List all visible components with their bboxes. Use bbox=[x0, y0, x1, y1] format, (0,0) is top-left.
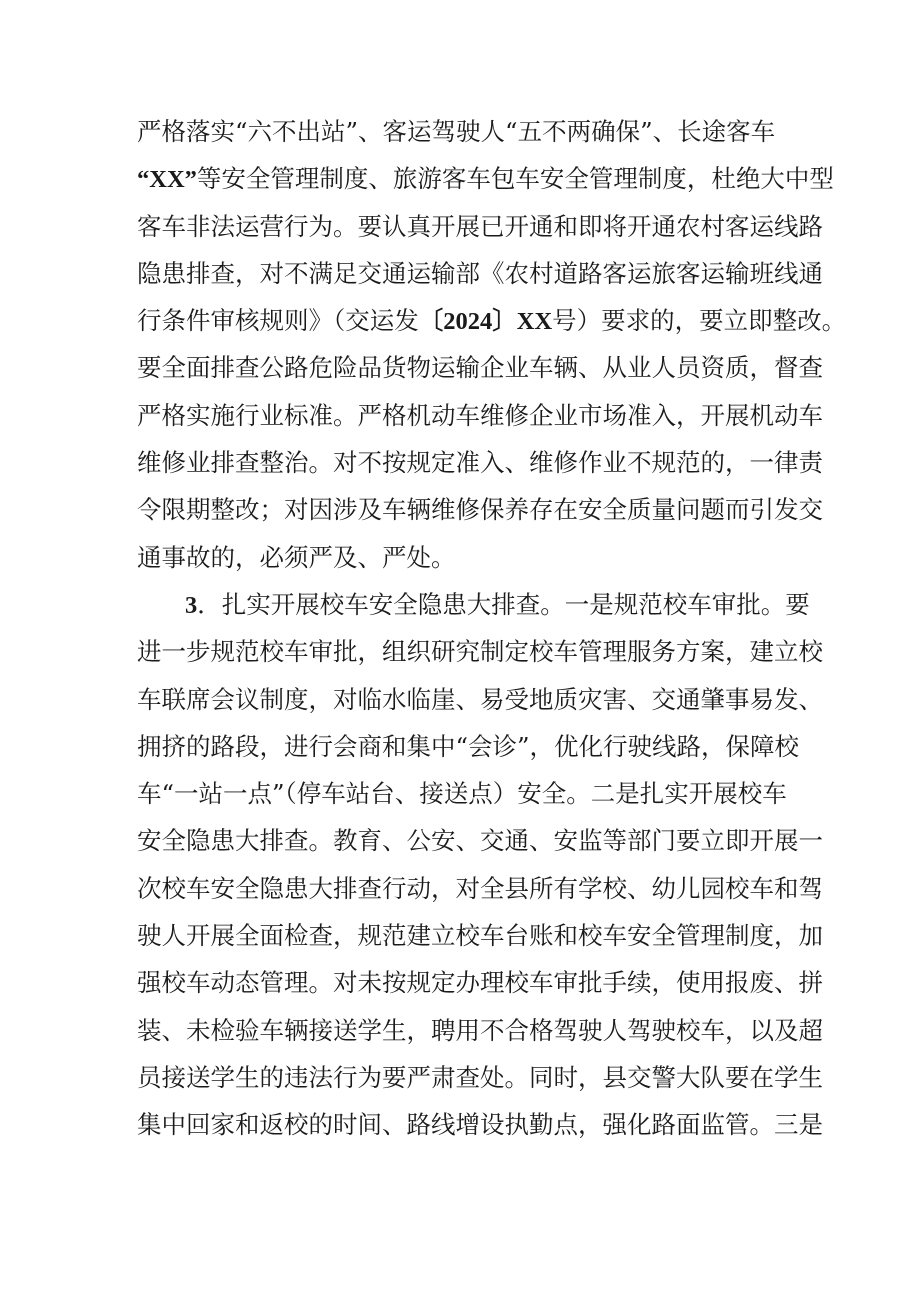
text-run: 集中回家和返校的时间、路线增设执勤点，强化路面监管。三是 bbox=[137, 1110, 823, 1140]
text-line bbox=[137, 865, 823, 912]
text-line bbox=[137, 817, 823, 864]
text-run: 维修业排查整治。对不按规定准入、维修作业不规范的，一律责 bbox=[137, 448, 823, 478]
text-line bbox=[137, 628, 823, 675]
bold-text-run: “XX” bbox=[137, 166, 197, 194]
text-run: 要全面排查公路危险品货物运输企业车辆、从业人员资质，督查 bbox=[137, 353, 823, 383]
text-line bbox=[137, 723, 800, 770]
paragraph-vehicle-safety bbox=[137, 108, 847, 581]
text-run: 客车非法运营行为。要认真开展已开通和即将开通农村客运线路 bbox=[137, 211, 823, 241]
text-line bbox=[137, 1007, 823, 1054]
text-line bbox=[137, 203, 823, 250]
text-run: 号）要求的，要立即整改。 bbox=[552, 306, 847, 336]
text-line bbox=[137, 297, 847, 344]
text-line bbox=[137, 250, 823, 297]
text-run: 严格落实“六不出站”、客运驾驶人“五不两确保”、长途客车 bbox=[137, 117, 776, 146]
bold-text-run: 3 bbox=[185, 591, 198, 619]
text-line bbox=[137, 155, 834, 202]
text-line bbox=[137, 392, 823, 439]
text-run: 驶人开展全面检查，规范建立校车台账和校车安全管理制度，加 bbox=[137, 921, 823, 951]
text-line bbox=[137, 959, 823, 1006]
text-run: 车“一站一点”（停车站台、接送点）安全。二是扎实开展校车 bbox=[137, 779, 787, 809]
document-body bbox=[137, 108, 847, 1149]
text-line bbox=[137, 486, 823, 533]
text-line bbox=[137, 108, 797, 155]
text-run: ．扎实开展校车安全隐患大排查。一是规范校车审批。要 bbox=[197, 589, 810, 619]
text-run: 严格实施行业标准。严格机动车维修企业市场准入，开展机动车 bbox=[137, 400, 823, 430]
text-line bbox=[137, 676, 823, 723]
text-run: 行条件审核规则》（交运发 bbox=[137, 306, 419, 336]
text-run: 次校车安全隐患大排查行动，对全县所有学校、幼儿园校车和驾 bbox=[137, 873, 823, 903]
text-run: 令限期整改；对因涉及车辆维修保养存在安全质量问题而引发交 bbox=[137, 495, 823, 525]
text-line bbox=[137, 1054, 823, 1101]
text-line bbox=[137, 770, 797, 817]
text-line bbox=[137, 439, 823, 486]
text-run: 拥挤的路段，进行会商和集中“会诊”，优化行驶线路，保障校 bbox=[137, 731, 800, 761]
text-run: 车联席会议制度，对临水临崖、易受地质灾害、交通肇事易发、 bbox=[137, 684, 823, 714]
text-run: 强校车动态管理。对未按规定办理校车审批手续，使用报废、拼 bbox=[137, 968, 823, 998]
text-run: 安全隐患大排查。教育、公安、交通、安监等部门要立即开展一 bbox=[137, 826, 823, 856]
text-run: 进一步规范校车审批，组织研究制定校车管理服务方案，建立校 bbox=[137, 637, 823, 667]
bold-text-run: 〔2024〕XX bbox=[418, 308, 553, 336]
text-line bbox=[137, 1101, 823, 1148]
text-run: 员接送学生的违法行为要严肃查处。同时，县交警大队要在学生 bbox=[137, 1062, 823, 1092]
text-line bbox=[137, 534, 797, 581]
text-run: 隐患排查，对不满足交通运输部《农村道路客运旅客运输班线通 bbox=[137, 258, 823, 288]
text-run: 通事故的，必须严及、严处。 bbox=[137, 542, 456, 572]
text-line bbox=[137, 581, 810, 628]
text-run: 等安全管理制度、旅游客车包车安全管理制度，杜绝大中型 bbox=[196, 164, 834, 194]
paragraph-school-bus-inspection bbox=[137, 581, 823, 1149]
text-line bbox=[137, 344, 823, 391]
text-line bbox=[137, 912, 823, 959]
text-run: 装、未检验车辆接送学生，聘用不合格驾驶人驾驶校车，以及超 bbox=[137, 1015, 823, 1045]
